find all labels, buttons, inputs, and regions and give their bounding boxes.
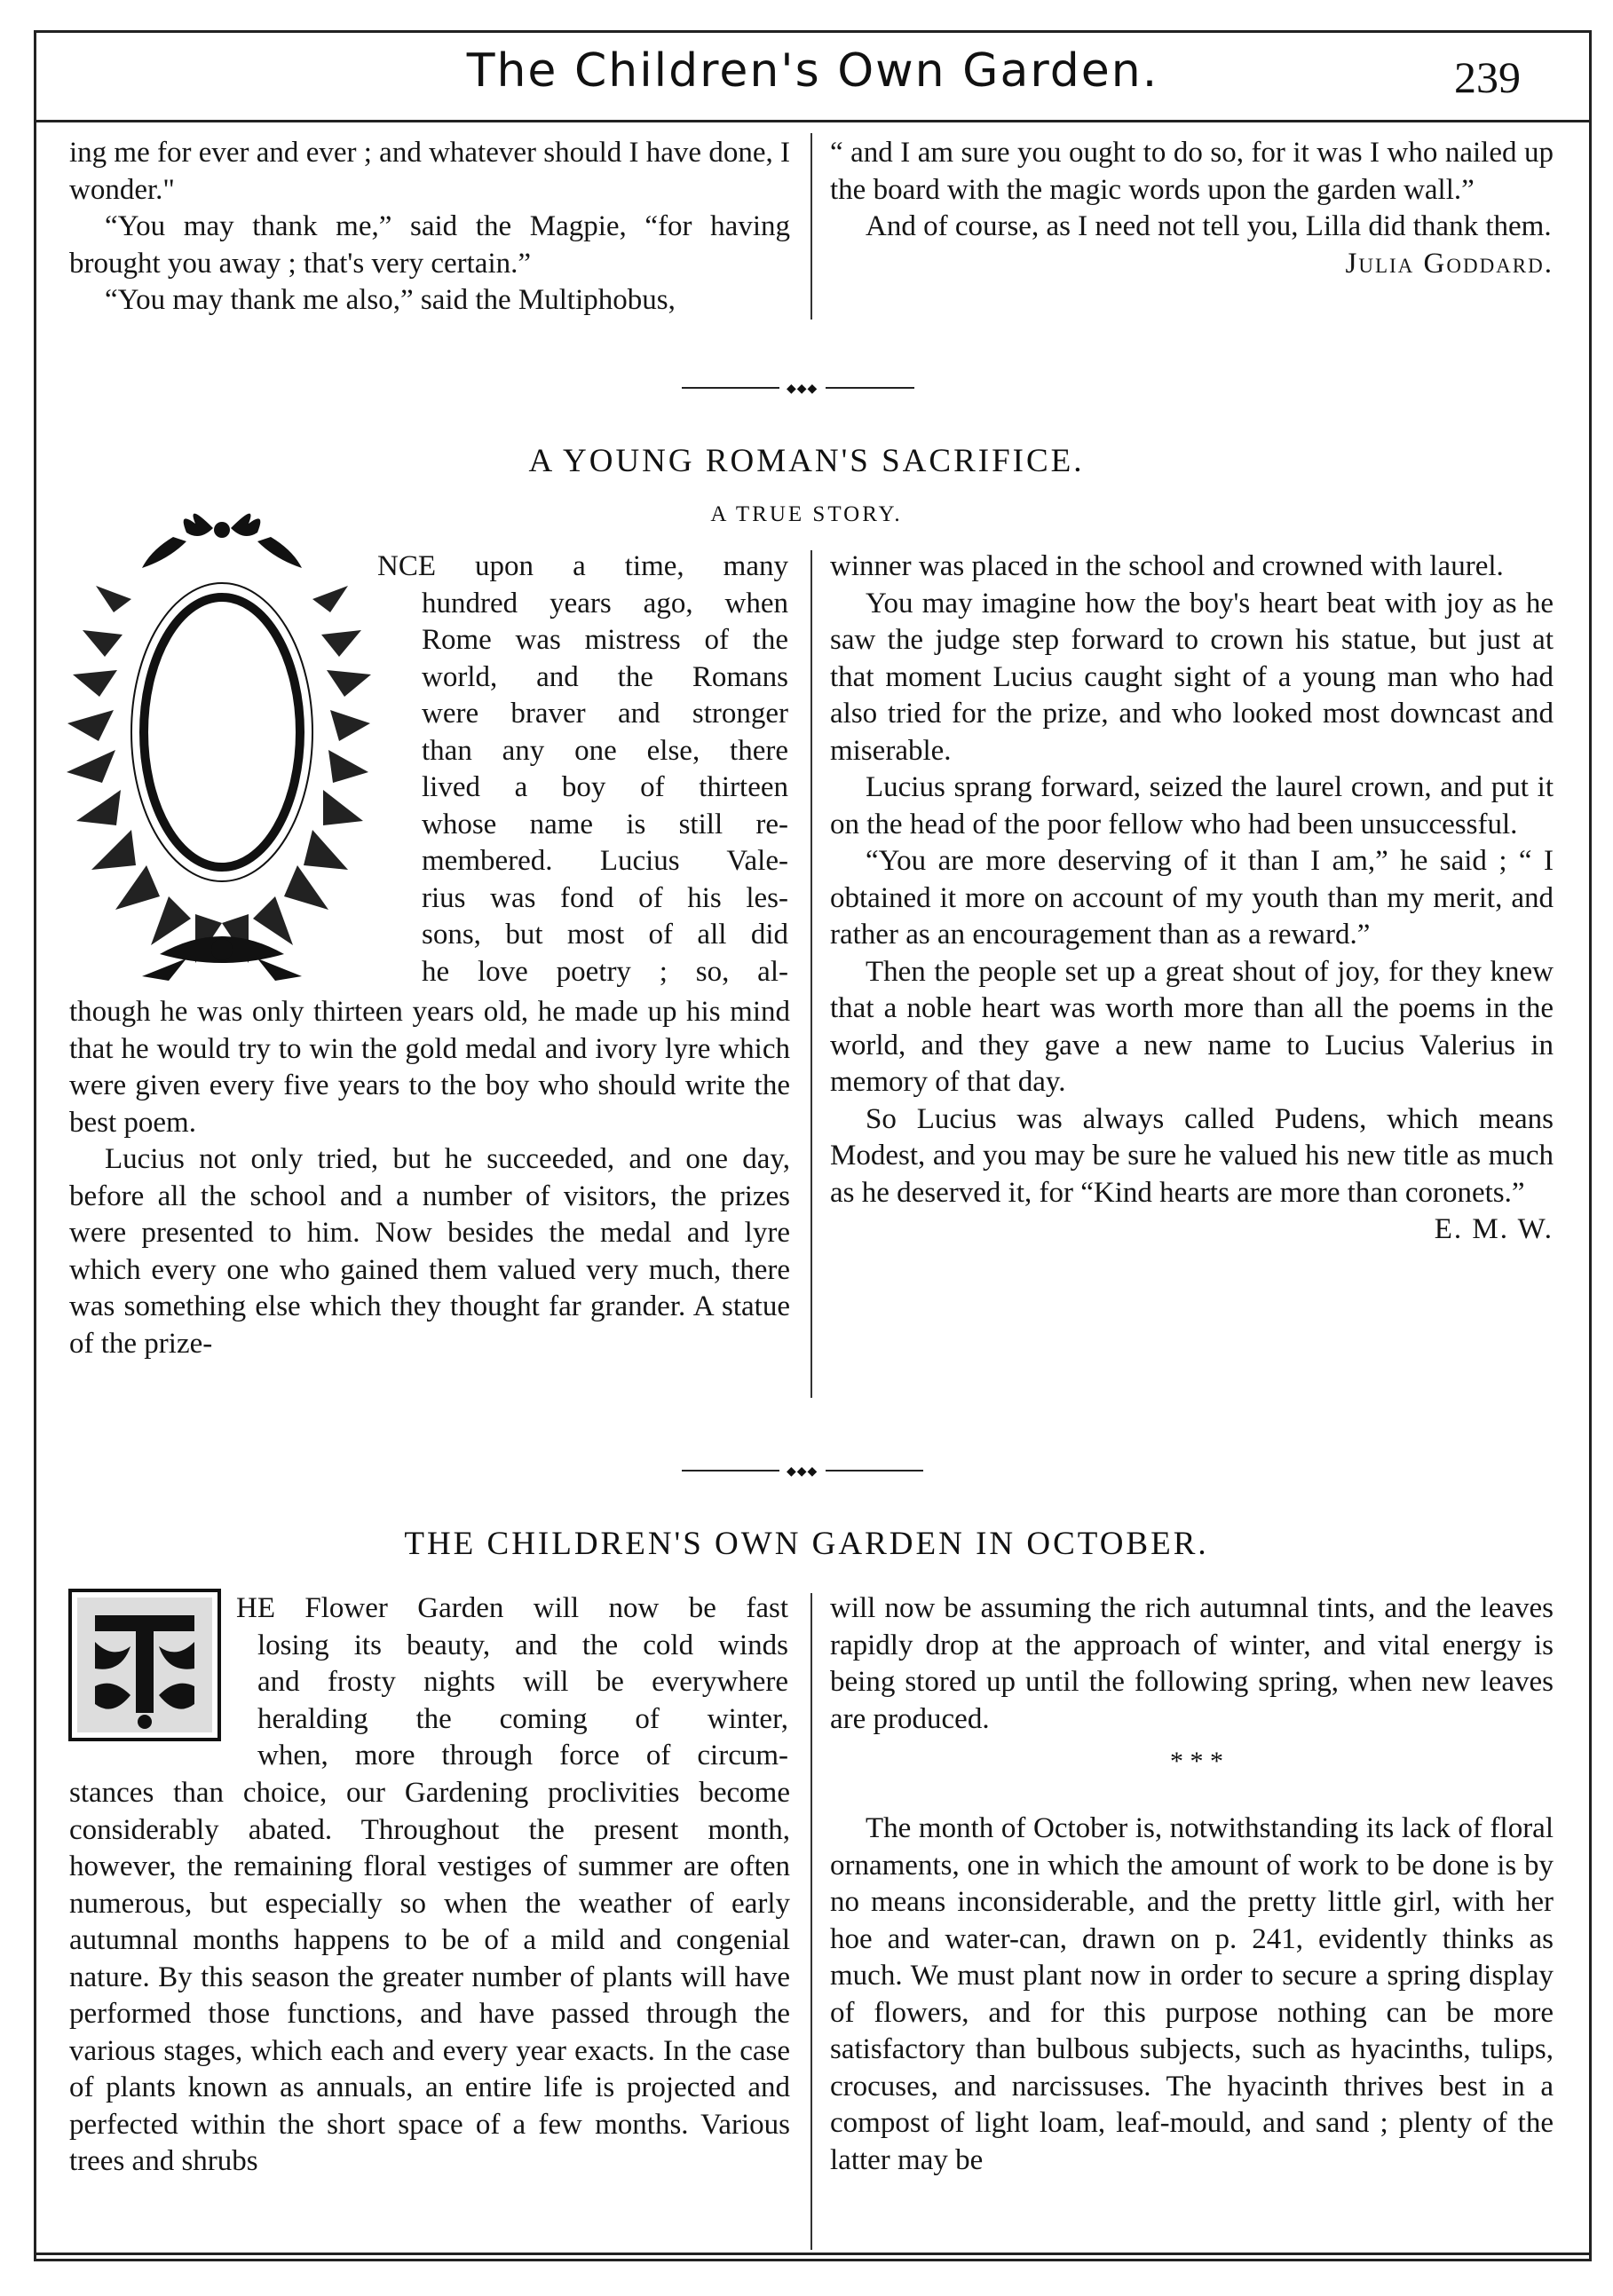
wrap-line: sons, but most of all did	[422, 919, 788, 951]
garden-right-column	[830, 1590, 1554, 1738]
drop-line: NCE upon a time, many	[377, 550, 788, 582]
paragraph: The month of October is, notwithstanding its lack of floral ornaments, one in which the amount of work to be done is by no means inconsiderable, and the pretty little girl, with her hoe and water-can, drawn on p. 241, evidently thinks as much. We must plant now in order to secure a spring display of flowers, and for this purpose nothing can be more satisfactory than bulbous subjects, such as hyacinths, tulips, crocuses, and narcissuses. The hyacinth thrives best in a compost of light loam, leaf-mould, and sand ; plenty of the latter may be	[830, 1812, 1554, 2176]
wrap-line: when, more through force of circum-	[257, 1740, 788, 1771]
wrap-line: than any one else, there	[422, 734, 788, 767]
paragraph: You may imagine how the boy's heart beat with joy as he saw the judge step forward to crown his statue, but just at that moment Lucius caught sight of a young man who had also tried for the prize, and who looked most downcast and miserable.	[830, 587, 1554, 767]
paragraph	[830, 209, 1554, 280]
page-number: 239	[1454, 52, 1521, 102]
wrap-line: lived a boy of thirteen	[422, 771, 788, 803]
garden-left-column	[69, 1775, 790, 2181]
paragraph: “ and I am sure you ought to do so, for it was I who nailed up the board with the magic words upon the garden wall.”	[830, 137, 1554, 206]
asterism-text: * * *	[1170, 1747, 1223, 1776]
wrap-line: world, and the Romans	[422, 660, 788, 693]
author-signature: E. M. W.	[1434, 1213, 1554, 1245]
wrap-line: rius was fond of his les-	[422, 881, 788, 914]
paragraph: winner was placed in the school and crowned with laurel.	[830, 550, 1504, 582]
paragraph: “You may thank me also,” said the Multiphobus,	[105, 284, 676, 316]
decorated-initial-T-icon	[68, 1589, 221, 1741]
wrap-line: HE Flower Garden will now be fast	[236, 1592, 788, 1624]
paragraph: “You are more deserving of it than I am,” he said ; “ I obtained it more on account of my youth than my merit, and rather as an encouragement than as a reward.”	[830, 845, 1554, 951]
paragraph: will now be assuming the rich autumnal tints, and the leaves rapidly drop at the approach of winter, and vital energy is being stored up until the following spring, when new leaves are produced.	[830, 1592, 1554, 1735]
story-title: A YOUNG ROMAN'S SACRIFICE.	[528, 443, 1085, 479]
running-title: The Children's Own Garden.	[466, 44, 1159, 98]
running-header	[34, 36, 1592, 124]
prior-story-right-column	[830, 135, 1554, 282]
wrap-line: whose name is still re-	[422, 808, 788, 840]
story-subtitle: A TRUE STORY.	[710, 502, 903, 526]
garden-wrap-lines	[236, 1590, 788, 1775]
wrap-line: he love poetry ; so, al-	[422, 955, 788, 988]
wrap-line: were braver and stronger	[422, 698, 788, 730]
garden-right-column-continued	[830, 1811, 1554, 2179]
wrap-line: Rome was mistress of the	[422, 624, 788, 656]
paragraph: though he was only thirteen years old, he made up his mind that he would try to win the gold medal and ivory lyre which were given every five years to the boy who should write the best poem.	[69, 996, 790, 1139]
wrap-line: hundred years ago, when	[422, 587, 788, 619]
story-left-column	[69, 994, 790, 1362]
header-rule	[34, 120, 1592, 122]
paragraph	[830, 1101, 1554, 1245]
ornament-dots: ◆◆◆	[787, 383, 818, 396]
section-divider	[682, 382, 930, 394]
prior-story-left-column	[69, 135, 790, 320]
story-right-column	[830, 548, 1554, 1249]
section-divider	[682, 1464, 930, 1477]
column-rule-top	[810, 133, 812, 320]
bottom-rule	[34, 2253, 1592, 2255]
wrap-line: membered. Lucius Vale-	[422, 845, 788, 877]
laurel-wreath-frame-icon	[53, 493, 373, 990]
wrap-line: and frosty nights will be everywhere	[257, 1666, 788, 1698]
paragraph: stances than choice, our Gardening proclivities become considerably abated. Throughout the present month, however, the remaining floral vestiges of summer are often numerous, but especially so when the weather of early autumnal months happens to be of a mild and congenial nature. By this season the greater number of plants will have performed those functions, and have passed through the various stages, which each and every year exacts. In the case of plants known as annuals, an entire life is projected and perfected within the short space of a few months. Various trees and shrubs	[69, 1777, 790, 2177]
paragraph: Lucius not only tried, but he succeeded, and one day, before all the school and a number of visitors, the prizes were presented to him. Now besides the medal and lyre which every one who gained them valued very much, there was something else which they thought far grander. A statue of the prize-	[69, 1143, 790, 1360]
wrap-line: losing its beauty, and the cold winds	[257, 1629, 788, 1661]
author-signature: Julia Goddard.	[1345, 247, 1554, 280]
paragraph: Then the people set up a great shout of joy, for they knew that a noble heart was worth more than all the poems in the world, and they gave a new name to Lucius Valerius in memory of that day.	[830, 955, 1554, 1098]
wrap-line: heralding the coming of winter,	[257, 1702, 788, 1735]
paragraph: ing me for ever and ever ; and whatever should I have done, I wonder."	[69, 137, 790, 206]
paragraph: “You may thank me,” said the Magpie, “for having brought you away ; that's very certain.”	[69, 210, 790, 280]
garden-title: THE CHILDREN'S OWN GARDEN IN OCTOBER.	[404, 1526, 1209, 1562]
column-rule-garden	[810, 1593, 812, 2250]
paragraph-text: And of course, as I need not tell you, Lilla did thank them.	[866, 210, 1552, 242]
asterism	[1170, 1747, 1223, 1791]
paragraph-text: So Lucius was always called Pudens, which means Modest, and you may be sure he valued his new title as much as he deserved it, for “Kind hearts are more than coronets.”	[830, 1102, 1554, 1209]
ornament-dots: ◆◆◆	[787, 1465, 818, 1479]
story-wrap-lines	[377, 548, 788, 990]
column-rule-story	[810, 550, 812, 1398]
paragraph: Lucius sprang forward, seized the laurel crown, and put it on the head of the poor fellow who had been unsuccessful.	[830, 771, 1554, 840]
